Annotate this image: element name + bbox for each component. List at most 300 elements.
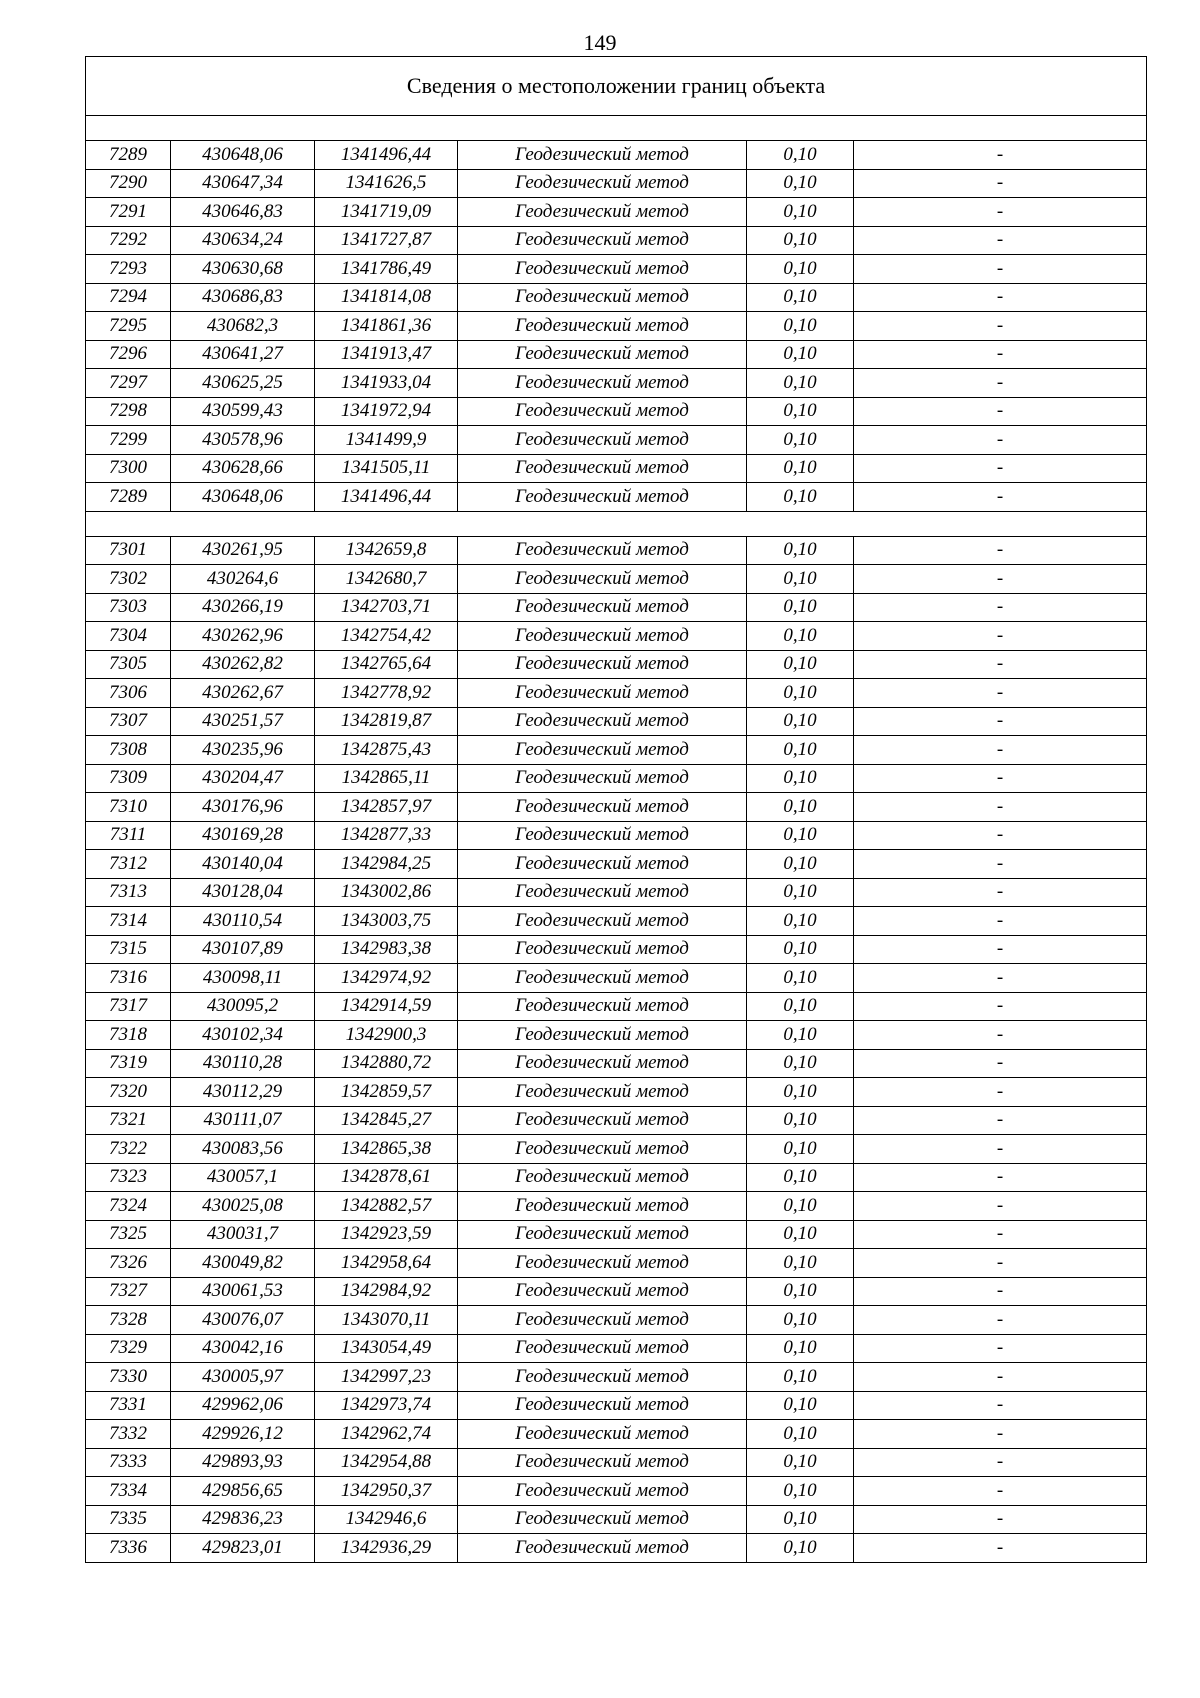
point-number-cell: 7335	[86, 1505, 171, 1534]
description-cell: -	[854, 821, 1147, 850]
y-coordinate-cell: 1341913,47	[315, 340, 458, 369]
y-coordinate-cell: 1342875,43	[315, 736, 458, 765]
y-coordinate-cell: 1343070,11	[315, 1306, 458, 1335]
y-coordinate-cell: 1342973,74	[315, 1391, 458, 1420]
table-row	[86, 1334, 1147, 1363]
point-number-cell: 7293	[86, 255, 171, 284]
accuracy-cell: 0,10	[747, 1106, 854, 1135]
x-coordinate-cell: 429926,12	[171, 1420, 315, 1449]
accuracy-cell: 0,10	[747, 1334, 854, 1363]
accuracy-cell: 0,10	[747, 141, 854, 170]
method-cell: Геодезический метод	[458, 340, 747, 369]
table-row	[86, 369, 1147, 398]
method-cell: Геодезический метод	[458, 793, 747, 822]
point-number-cell: 7311	[86, 821, 171, 850]
point-number-cell: 7310	[86, 793, 171, 822]
method-cell: Геодезический метод	[458, 1420, 747, 1449]
description-cell: -	[854, 1277, 1147, 1306]
method-cell: Геодезический метод	[458, 878, 747, 907]
accuracy-cell: 0,10	[747, 1220, 854, 1249]
x-coordinate-cell: 429836,23	[171, 1505, 315, 1534]
y-coordinate-cell: 1342882,57	[315, 1192, 458, 1221]
x-coordinate-cell: 430648,06	[171, 141, 315, 170]
x-coordinate-cell: 430110,54	[171, 907, 315, 936]
method-cell: Геодезический метод	[458, 907, 747, 936]
x-coordinate-cell: 430235,96	[171, 736, 315, 765]
x-coordinate-cell: 429893,93	[171, 1448, 315, 1477]
method-cell: Геодезический метод	[458, 1277, 747, 1306]
y-coordinate-cell: 1341496,44	[315, 141, 458, 170]
y-coordinate-cell: 1342680,7	[315, 565, 458, 594]
section-separator-cell	[86, 116, 1147, 141]
method-cell: Геодезический метод	[458, 650, 747, 679]
accuracy-cell: 0,10	[747, 935, 854, 964]
accuracy-cell: 0,10	[747, 821, 854, 850]
x-coordinate-cell: 430262,67	[171, 679, 315, 708]
table-row	[86, 1505, 1147, 1534]
accuracy-cell: 0,10	[747, 992, 854, 1021]
point-number-cell: 7332	[86, 1420, 171, 1449]
point-number-cell: 7330	[86, 1363, 171, 1392]
y-coordinate-cell: 1342754,42	[315, 622, 458, 651]
accuracy-cell: 0,10	[747, 707, 854, 736]
description-cell: -	[854, 1106, 1147, 1135]
table-row	[86, 1049, 1147, 1078]
accuracy-cell: 0,10	[747, 907, 854, 936]
y-coordinate-cell: 1341933,04	[315, 369, 458, 398]
method-cell: Геодезический метод	[458, 1477, 747, 1506]
table-row	[86, 1391, 1147, 1420]
x-coordinate-cell: 430128,04	[171, 878, 315, 907]
x-coordinate-cell: 430042,16	[171, 1334, 315, 1363]
description-cell: -	[854, 764, 1147, 793]
y-coordinate-cell: 1342950,37	[315, 1477, 458, 1506]
table-row	[86, 935, 1147, 964]
x-coordinate-cell: 430262,82	[171, 650, 315, 679]
accuracy-cell: 0,10	[747, 369, 854, 398]
accuracy-cell: 0,10	[747, 1505, 854, 1534]
x-coordinate-cell: 430140,04	[171, 850, 315, 879]
y-coordinate-cell: 1341727,87	[315, 226, 458, 255]
description-cell: -	[854, 1192, 1147, 1221]
description-cell: -	[854, 1135, 1147, 1164]
table-row	[86, 255, 1147, 284]
method-cell: Геодезический метод	[458, 169, 747, 198]
point-number-cell: 7304	[86, 622, 171, 651]
table-row	[86, 622, 1147, 651]
description-cell: -	[854, 1420, 1147, 1449]
description-cell: -	[854, 340, 1147, 369]
table-row	[86, 565, 1147, 594]
description-cell: -	[854, 964, 1147, 993]
description-cell: -	[854, 1448, 1147, 1477]
description-cell: -	[854, 397, 1147, 426]
x-coordinate-cell: 430647,34	[171, 169, 315, 198]
table-row	[86, 850, 1147, 879]
description-cell: -	[854, 1534, 1147, 1563]
x-coordinate-cell: 430262,96	[171, 622, 315, 651]
accuracy-cell: 0,10	[747, 1534, 854, 1563]
table-row	[86, 1078, 1147, 1107]
y-coordinate-cell: 1343003,75	[315, 907, 458, 936]
table-row	[86, 1306, 1147, 1335]
accuracy-cell: 0,10	[747, 454, 854, 483]
point-number-cell: 7336	[86, 1534, 171, 1563]
x-coordinate-cell: 430628,66	[171, 454, 315, 483]
table-row	[86, 1163, 1147, 1192]
description-cell: -	[854, 622, 1147, 651]
point-number-cell: 7306	[86, 679, 171, 708]
x-coordinate-cell: 430107,89	[171, 935, 315, 964]
table-row	[86, 1249, 1147, 1278]
y-coordinate-cell: 1343002,86	[315, 878, 458, 907]
method-cell: Геодезический метод	[458, 397, 747, 426]
accuracy-cell: 0,10	[747, 878, 854, 907]
point-number-cell: 7289	[86, 483, 171, 512]
x-coordinate-cell: 430098,11	[171, 964, 315, 993]
point-number-cell: 7326	[86, 1249, 171, 1278]
table-row	[86, 340, 1147, 369]
method-cell: Геодезический метод	[458, 1163, 747, 1192]
method-cell: Геодезический метод	[458, 1505, 747, 1534]
y-coordinate-cell: 1341496,44	[315, 483, 458, 512]
method-cell: Геодезический метод	[458, 707, 747, 736]
point-number-cell: 7325	[86, 1220, 171, 1249]
accuracy-cell: 0,10	[747, 565, 854, 594]
point-number-cell: 7312	[86, 850, 171, 879]
description-cell: -	[854, 426, 1147, 455]
y-coordinate-cell: 1343054,49	[315, 1334, 458, 1363]
point-number-cell: 7313	[86, 878, 171, 907]
x-coordinate-cell: 430261,95	[171, 536, 315, 565]
accuracy-cell: 0,10	[747, 1448, 854, 1477]
description-cell: -	[854, 650, 1147, 679]
point-number-cell: 7328	[86, 1306, 171, 1335]
table-row	[86, 793, 1147, 822]
x-coordinate-cell: 430634,24	[171, 226, 315, 255]
accuracy-cell: 0,10	[747, 483, 854, 512]
description-cell: -	[854, 1477, 1147, 1506]
y-coordinate-cell: 1342880,72	[315, 1049, 458, 1078]
page-number: 149	[583, 30, 617, 55]
table-row	[86, 992, 1147, 1021]
x-coordinate-cell: 430102,34	[171, 1021, 315, 1050]
y-coordinate-cell: 1342900,3	[315, 1021, 458, 1050]
description-cell: -	[854, 1163, 1147, 1192]
description-cell: -	[854, 312, 1147, 341]
accuracy-cell: 0,10	[747, 764, 854, 793]
method-cell: Геодезический метод	[458, 622, 747, 651]
table-row	[86, 283, 1147, 312]
y-coordinate-cell: 1342819,87	[315, 707, 458, 736]
accuracy-cell: 0,10	[747, 1021, 854, 1050]
method-cell: Геодезический метод	[458, 764, 747, 793]
method-cell: Геодезический метод	[458, 536, 747, 565]
x-coordinate-cell: 430112,29	[171, 1078, 315, 1107]
table-row	[86, 198, 1147, 227]
x-coordinate-cell: 430599,43	[171, 397, 315, 426]
point-number-cell: 7308	[86, 736, 171, 765]
table-row	[86, 1192, 1147, 1221]
accuracy-cell: 0,10	[747, 736, 854, 765]
method-cell: Геодезический метод	[458, 1192, 747, 1221]
table-row	[86, 169, 1147, 198]
x-coordinate-cell: 429823,01	[171, 1534, 315, 1563]
description-cell: -	[854, 1021, 1147, 1050]
table-row	[86, 878, 1147, 907]
method-cell: Геодезический метод	[458, 679, 747, 708]
method-cell: Геодезический метод	[458, 483, 747, 512]
method-cell: Геодезический метод	[458, 454, 747, 483]
description-cell: -	[854, 1049, 1147, 1078]
description-cell: -	[854, 198, 1147, 227]
point-number-cell: 7303	[86, 593, 171, 622]
point-number-cell: 7329	[86, 1334, 171, 1363]
description-cell: -	[854, 369, 1147, 398]
table-row	[86, 1135, 1147, 1164]
x-coordinate-cell: 430625,25	[171, 369, 315, 398]
method-cell: Геодезический метод	[458, 255, 747, 284]
table-row	[86, 312, 1147, 341]
method-cell: Геодезический метод	[458, 283, 747, 312]
point-number-cell: 7301	[86, 536, 171, 565]
y-coordinate-cell: 1342857,97	[315, 793, 458, 822]
description-cell: -	[854, 1334, 1147, 1363]
x-coordinate-cell: 430686,83	[171, 283, 315, 312]
table-row	[86, 593, 1147, 622]
y-coordinate-cell: 1341786,49	[315, 255, 458, 284]
x-coordinate-cell: 430005,97	[171, 1363, 315, 1392]
method-cell: Геодезический метод	[458, 736, 747, 765]
method-cell: Геодезический метод	[458, 1249, 747, 1278]
description-cell: -	[854, 793, 1147, 822]
accuracy-cell: 0,10	[747, 1420, 854, 1449]
accuracy-cell: 0,10	[747, 1078, 854, 1107]
table-row	[86, 1021, 1147, 1050]
point-number-cell: 7324	[86, 1192, 171, 1221]
x-coordinate-cell: 430646,83	[171, 198, 315, 227]
accuracy-cell: 0,10	[747, 397, 854, 426]
method-cell: Геодезический метод	[458, 964, 747, 993]
method-cell: Геодезический метод	[458, 992, 747, 1021]
description-cell: -	[854, 255, 1147, 284]
accuracy-cell: 0,10	[747, 255, 854, 284]
point-number-cell: 7296	[86, 340, 171, 369]
description-cell: -	[854, 593, 1147, 622]
table-row	[86, 426, 1147, 455]
point-number-cell: 7321	[86, 1106, 171, 1135]
y-coordinate-cell: 1341719,09	[315, 198, 458, 227]
y-coordinate-cell: 1342983,38	[315, 935, 458, 964]
accuracy-cell: 0,10	[747, 226, 854, 255]
point-number-cell: 7315	[86, 935, 171, 964]
x-coordinate-cell: 430641,27	[171, 340, 315, 369]
description-cell: -	[854, 679, 1147, 708]
method-cell: Геодезический метод	[458, 1135, 747, 1164]
y-coordinate-cell: 1342845,27	[315, 1106, 458, 1135]
description-cell: -	[854, 283, 1147, 312]
table-row	[86, 1534, 1147, 1563]
y-coordinate-cell: 1342865,11	[315, 764, 458, 793]
table-row	[86, 1363, 1147, 1392]
accuracy-cell: 0,10	[747, 850, 854, 879]
point-number-cell: 7295	[86, 312, 171, 341]
point-number-cell: 7298	[86, 397, 171, 426]
table-row	[86, 141, 1147, 170]
table-row	[86, 1220, 1147, 1249]
point-number-cell: 7307	[86, 707, 171, 736]
boundary-coordinates-table	[85, 56, 1147, 1563]
x-coordinate-cell: 430578,96	[171, 426, 315, 455]
y-coordinate-cell: 1342878,61	[315, 1163, 458, 1192]
table-body	[86, 57, 1147, 1563]
accuracy-cell: 0,10	[747, 793, 854, 822]
accuracy-cell: 0,10	[747, 312, 854, 341]
description-cell: -	[854, 1363, 1147, 1392]
x-coordinate-cell: 430204,47	[171, 764, 315, 793]
accuracy-cell: 0,10	[747, 169, 854, 198]
x-coordinate-cell: 430095,2	[171, 992, 315, 1021]
x-coordinate-cell: 430630,68	[171, 255, 315, 284]
table-title: Сведения о местоположении границ объекта	[86, 57, 1147, 116]
accuracy-cell: 0,10	[747, 426, 854, 455]
table-row	[86, 764, 1147, 793]
accuracy-cell: 0,10	[747, 1192, 854, 1221]
description-cell: -	[854, 1306, 1147, 1335]
method-cell: Геодезический метод	[458, 821, 747, 850]
point-number-cell: 7305	[86, 650, 171, 679]
accuracy-cell: 0,10	[747, 283, 854, 312]
method-cell: Геодезический метод	[458, 935, 747, 964]
accuracy-cell: 0,10	[747, 1477, 854, 1506]
x-coordinate-cell: 429856,65	[171, 1477, 315, 1506]
method-cell: Геодезический метод	[458, 1306, 747, 1335]
x-coordinate-cell: 430083,56	[171, 1135, 315, 1164]
x-coordinate-cell: 429962,06	[171, 1391, 315, 1420]
accuracy-cell: 0,10	[747, 340, 854, 369]
y-coordinate-cell: 1342962,74	[315, 1420, 458, 1449]
x-coordinate-cell: 430682,3	[171, 312, 315, 341]
y-coordinate-cell: 1341626,5	[315, 169, 458, 198]
x-coordinate-cell: 430031,7	[171, 1220, 315, 1249]
accuracy-cell: 0,10	[747, 1249, 854, 1278]
description-cell: -	[854, 1505, 1147, 1534]
point-number-cell: 7320	[86, 1078, 171, 1107]
accuracy-cell: 0,10	[747, 198, 854, 227]
accuracy-cell: 0,10	[747, 1391, 854, 1420]
table-row	[86, 397, 1147, 426]
description-cell: -	[854, 907, 1147, 936]
accuracy-cell: 0,10	[747, 622, 854, 651]
table-row	[86, 1106, 1147, 1135]
x-coordinate-cell: 430057,1	[171, 1163, 315, 1192]
x-coordinate-cell: 430110,28	[171, 1049, 315, 1078]
method-cell: Геодезический метод	[458, 850, 747, 879]
y-coordinate-cell: 1342923,59	[315, 1220, 458, 1249]
point-number-cell: 7294	[86, 283, 171, 312]
point-number-cell: 7292	[86, 226, 171, 255]
x-coordinate-cell: 430076,07	[171, 1306, 315, 1335]
point-number-cell: 7302	[86, 565, 171, 594]
x-coordinate-cell: 430169,28	[171, 821, 315, 850]
table-row	[86, 679, 1147, 708]
accuracy-cell: 0,10	[747, 964, 854, 993]
description-cell: -	[854, 707, 1147, 736]
method-cell: Геодезический метод	[458, 1363, 747, 1392]
table-row	[86, 1420, 1147, 1449]
table-row	[86, 821, 1147, 850]
description-cell: -	[854, 1220, 1147, 1249]
description-cell: -	[854, 935, 1147, 964]
x-coordinate-cell: 430025,08	[171, 1192, 315, 1221]
description-cell: -	[854, 1078, 1147, 1107]
accuracy-cell: 0,10	[747, 650, 854, 679]
x-coordinate-cell: 430264,6	[171, 565, 315, 594]
table-row	[86, 1277, 1147, 1306]
table-row	[86, 226, 1147, 255]
table-row	[86, 907, 1147, 936]
point-number-cell: 7299	[86, 426, 171, 455]
method-cell: Геодезический метод	[458, 1021, 747, 1050]
x-coordinate-cell: 430648,06	[171, 483, 315, 512]
method-cell: Геодезический метод	[458, 1334, 747, 1363]
description-cell: -	[854, 226, 1147, 255]
point-number-cell: 7309	[86, 764, 171, 793]
y-coordinate-cell: 1342958,64	[315, 1249, 458, 1278]
point-number-cell: 7300	[86, 454, 171, 483]
point-number-cell: 7319	[86, 1049, 171, 1078]
point-number-cell: 7291	[86, 198, 171, 227]
method-cell: Геодезический метод	[458, 1391, 747, 1420]
y-coordinate-cell: 1342659,8	[315, 536, 458, 565]
y-coordinate-cell: 1342859,57	[315, 1078, 458, 1107]
method-cell: Геодезический метод	[458, 312, 747, 341]
point-number-cell: 7333	[86, 1448, 171, 1477]
method-cell: Геодезический метод	[458, 1448, 747, 1477]
y-coordinate-cell: 1341499,9	[315, 426, 458, 455]
y-coordinate-cell: 1342946,6	[315, 1505, 458, 1534]
method-cell: Геодезический метод	[458, 1106, 747, 1135]
accuracy-cell: 0,10	[747, 1306, 854, 1335]
method-cell: Геодезический метод	[458, 1220, 747, 1249]
point-number-cell: 7318	[86, 1021, 171, 1050]
accuracy-cell: 0,10	[747, 1135, 854, 1164]
description-cell: -	[854, 1249, 1147, 1278]
y-coordinate-cell: 1342984,92	[315, 1277, 458, 1306]
accuracy-cell: 0,10	[747, 679, 854, 708]
table-row	[86, 964, 1147, 993]
y-coordinate-cell: 1342778,92	[315, 679, 458, 708]
description-cell: -	[854, 454, 1147, 483]
point-number-cell: 7317	[86, 992, 171, 1021]
x-coordinate-cell: 430049,82	[171, 1249, 315, 1278]
x-coordinate-cell: 430111,07	[171, 1106, 315, 1135]
method-cell: Геодезический метод	[458, 141, 747, 170]
method-cell: Геодезический метод	[458, 565, 747, 594]
accuracy-cell: 0,10	[747, 1277, 854, 1306]
y-coordinate-cell: 1341505,11	[315, 454, 458, 483]
table-row	[86, 650, 1147, 679]
x-coordinate-cell: 430266,19	[171, 593, 315, 622]
section-separator-row	[86, 511, 1147, 536]
description-cell: -	[854, 992, 1147, 1021]
y-coordinate-cell: 1341814,08	[315, 283, 458, 312]
y-coordinate-cell: 1342914,59	[315, 992, 458, 1021]
y-coordinate-cell: 1342974,92	[315, 964, 458, 993]
table-row	[86, 1477, 1147, 1506]
description-cell: -	[854, 736, 1147, 765]
accuracy-cell: 0,10	[747, 1363, 854, 1392]
